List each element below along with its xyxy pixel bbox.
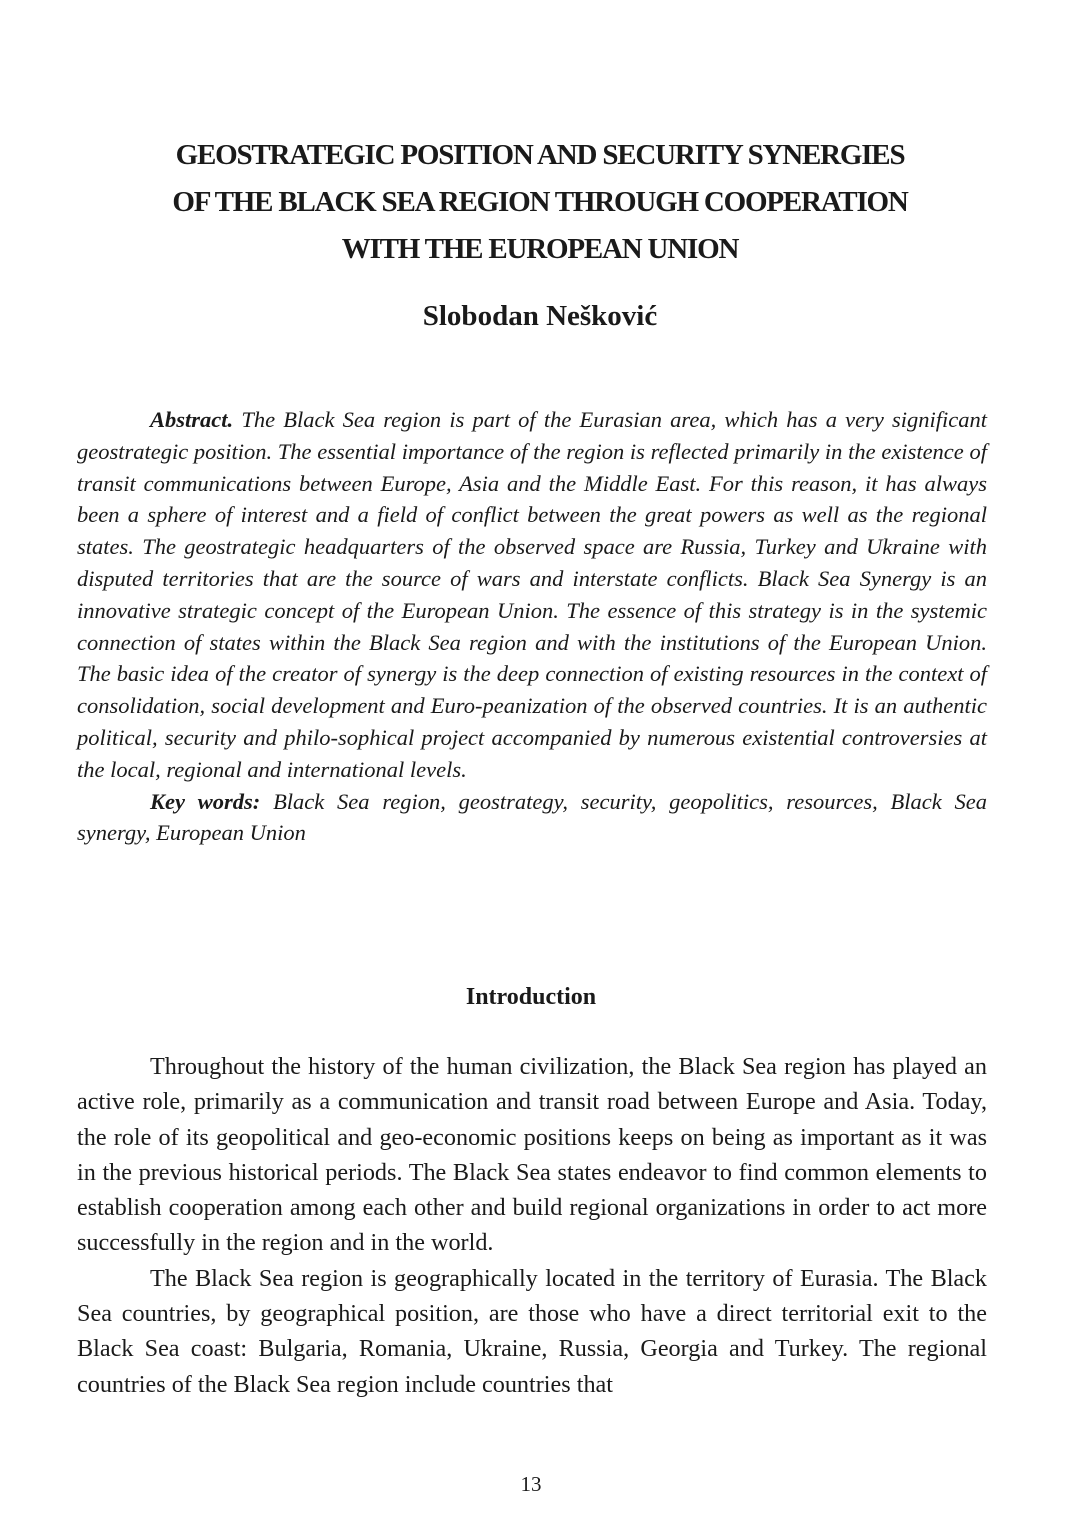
- abstract-text: The Black Sea region is part of the Eurasian area, which has a very significant geostrategic position. The essential importance of the region is reflected primarily in the existence of transit communications between Europe, Asia and the Middle East. For this reason, it has always been a sphere of interest and a field of conflict between the great powers as well as the regional states. The geostrategic headquarters of the observed space are Russia, Turkey and Ukraine with disputed territories that are the source of wars and interstate conflicts. Black Sea Synergy is an innovative strategic concept of the European Union. The essence of this strategy is in the systemic connection of states within the Black Sea region and with the institutions of the European Union. The basic idea of the creator of synergy is the deep connection of existing resources in the context of consolidation, social development and Euro-peanization of the observed countries. It is an authentic political, security and philo-sophical project accompanied by numerous existential controversies at the local, regional and international levels.: [77, 407, 988, 782]
- paper-title-line: WITH THE EUROPEAN UNION: [341, 233, 739, 265]
- section-heading-introduction: Introduction: [465, 984, 597, 1010]
- abstract-paragraph: [77, 404, 987, 786]
- abstract-label: Abstract.: [150, 407, 234, 432]
- keywords-paragraph: [77, 786, 987, 850]
- keywords-label: Key words:: [150, 788, 261, 814]
- paper-title-line: GEOSTRATEGIC POSITION AND SECURITY SYNERGIES: [175, 139, 905, 171]
- abstract-block: [77, 404, 987, 849]
- paper-title: [60, 132, 1020, 273]
- keywords-text: Black Sea region, geostrategy, security, geopolitics, resources, Black Sea synergy, European Union: [77, 788, 987, 846]
- introduction-body: [77, 1049, 987, 1402]
- paper-title-line: OF THE BLACK SEA REGION THROUGH COOPERATION: [172, 186, 908, 218]
- body-paragraph: Throughout the history of the human civilization, the Black Sea region has played an active role, primarily as a communication and transit road between Europe and Asia. Today, the role of its geopolitical and geo-economic positions keeps on being as important as it was in the previous historical periods. The Black Sea states endeavor to find common elements to establish cooperation among each other and build regional organizations in order to act more successfully in the region and in the world.: [77, 1053, 987, 1257]
- body-paragraph: The Black Sea region is geographically located in the territory of Eurasia. The Black Sea countries, by geographical position, are those who have a direct territorial exit to the Black Sea coast: Bulgaria, Romania, Ukraine, Russia, Georgia and Turkey. The regional countries of the Black Sea region include countries that: [77, 1264, 987, 1398]
- author-name: Slobodan Nešković: [422, 300, 658, 332]
- page-number: 13: [520, 1472, 542, 1496]
